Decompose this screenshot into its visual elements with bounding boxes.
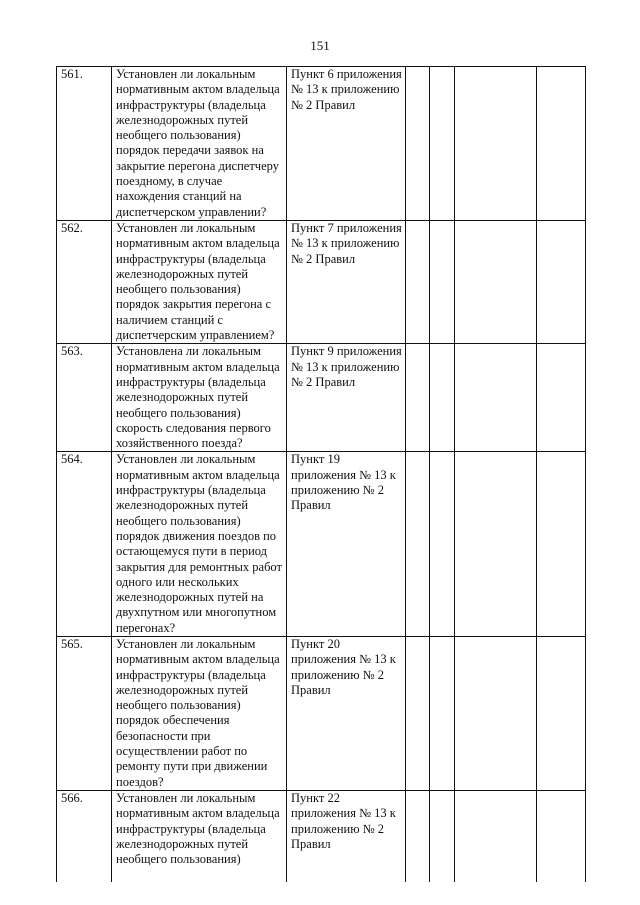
- answer-no-cell: [430, 220, 455, 343]
- checklist-table: [56, 66, 586, 882]
- question-text: Установлен ли локальным нормативным актом владельца инфраструктуры (владельца железнодорожных путей необщего пользования): [112, 790, 287, 882]
- answer-yes-cell: [406, 220, 430, 343]
- answer-na-cell: [455, 452, 537, 637]
- question-text: Установлен ли локальным нормативным актом владельца инфраструктуры (владельца железнодорожных путей необщего пользования) порядок передачи заявок на закрытие перегона диспетчеру поездному, в случае нахождения станций на диспетчерском управлении?: [112, 67, 287, 221]
- answer-yes-cell: [406, 344, 430, 452]
- legal-reference: Пункт 6 приложения № 13 к приложению № 2 Правил: [287, 67, 406, 221]
- page-number: 151: [310, 38, 330, 53]
- answer-no-cell: [430, 67, 455, 221]
- question-text: Установлен ли локальным нормативным актом владельца инфраструктуры (владельца железнодорожных путей необщего пользования) порядок движения поездов по остающемуся пути в период закрытия для ремонтных работ одного или нескольких железнодорожных путей на двухпутном или многопутном перегонах?: [112, 452, 287, 637]
- item-number: 562.: [57, 220, 112, 343]
- table-row: [57, 220, 586, 343]
- notes-cell: [537, 344, 586, 452]
- item-number: 564.: [57, 452, 112, 637]
- legal-reference: Пункт 19 приложения № 13 к приложению № 2 Правил: [287, 452, 406, 637]
- question-text: Установлен ли локальным нормативным актом владельца инфраструктуры (владельца железнодорожных путей необщего пользования) порядок закрытия перегона с наличием станций с диспетчерским управлением?: [112, 220, 287, 343]
- notes-cell: [537, 452, 586, 637]
- answer-yes-cell: [406, 790, 430, 882]
- table-row: [57, 67, 586, 221]
- answer-yes-cell: [406, 452, 430, 637]
- item-number: 565.: [57, 636, 112, 790]
- item-number: 563.: [57, 344, 112, 452]
- answer-yes-cell: [406, 636, 430, 790]
- answer-na-cell: [455, 344, 537, 452]
- answer-no-cell: [430, 790, 455, 882]
- table-row: [57, 452, 586, 637]
- legal-reference: Пункт 9 приложения № 13 к приложению № 2 Правил: [287, 344, 406, 452]
- answer-no-cell: [430, 636, 455, 790]
- legal-reference: Пункт 7 приложения № 13 к приложению № 2 Правил: [287, 220, 406, 343]
- answer-na-cell: [455, 67, 537, 221]
- table-row: [57, 344, 586, 452]
- answer-yes-cell: [406, 67, 430, 221]
- answer-na-cell: [455, 636, 537, 790]
- question-text: Установлен ли локальным нормативным актом владельца инфраструктуры (владельца железнодорожных путей необщего пользования) порядок обеспечения безопасности при осуществлении работ по ремонту пути при движении поездов?: [112, 636, 287, 790]
- legal-reference: Пункт 20 приложения № 13 к приложению № 2 Правил: [287, 636, 406, 790]
- answer-no-cell: [430, 344, 455, 452]
- table-row: [57, 636, 586, 790]
- item-number: 561.: [57, 67, 112, 221]
- notes-cell: [537, 636, 586, 790]
- answer-na-cell: [455, 220, 537, 343]
- answer-na-cell: [455, 790, 537, 882]
- answer-no-cell: [430, 452, 455, 637]
- notes-cell: [537, 790, 586, 882]
- notes-cell: [537, 67, 586, 221]
- question-text: Установлена ли локальным нормативным актом владельца инфраструктуры (владельца железнодорожных путей необщего пользования) скорость следования первого хозяйственного поезда?: [112, 344, 287, 452]
- item-number: 566.: [57, 790, 112, 882]
- legal-reference: Пункт 22 приложения № 13 к приложению № 2 Правил: [287, 790, 406, 882]
- notes-cell: [537, 220, 586, 343]
- table-row: [57, 790, 586, 882]
